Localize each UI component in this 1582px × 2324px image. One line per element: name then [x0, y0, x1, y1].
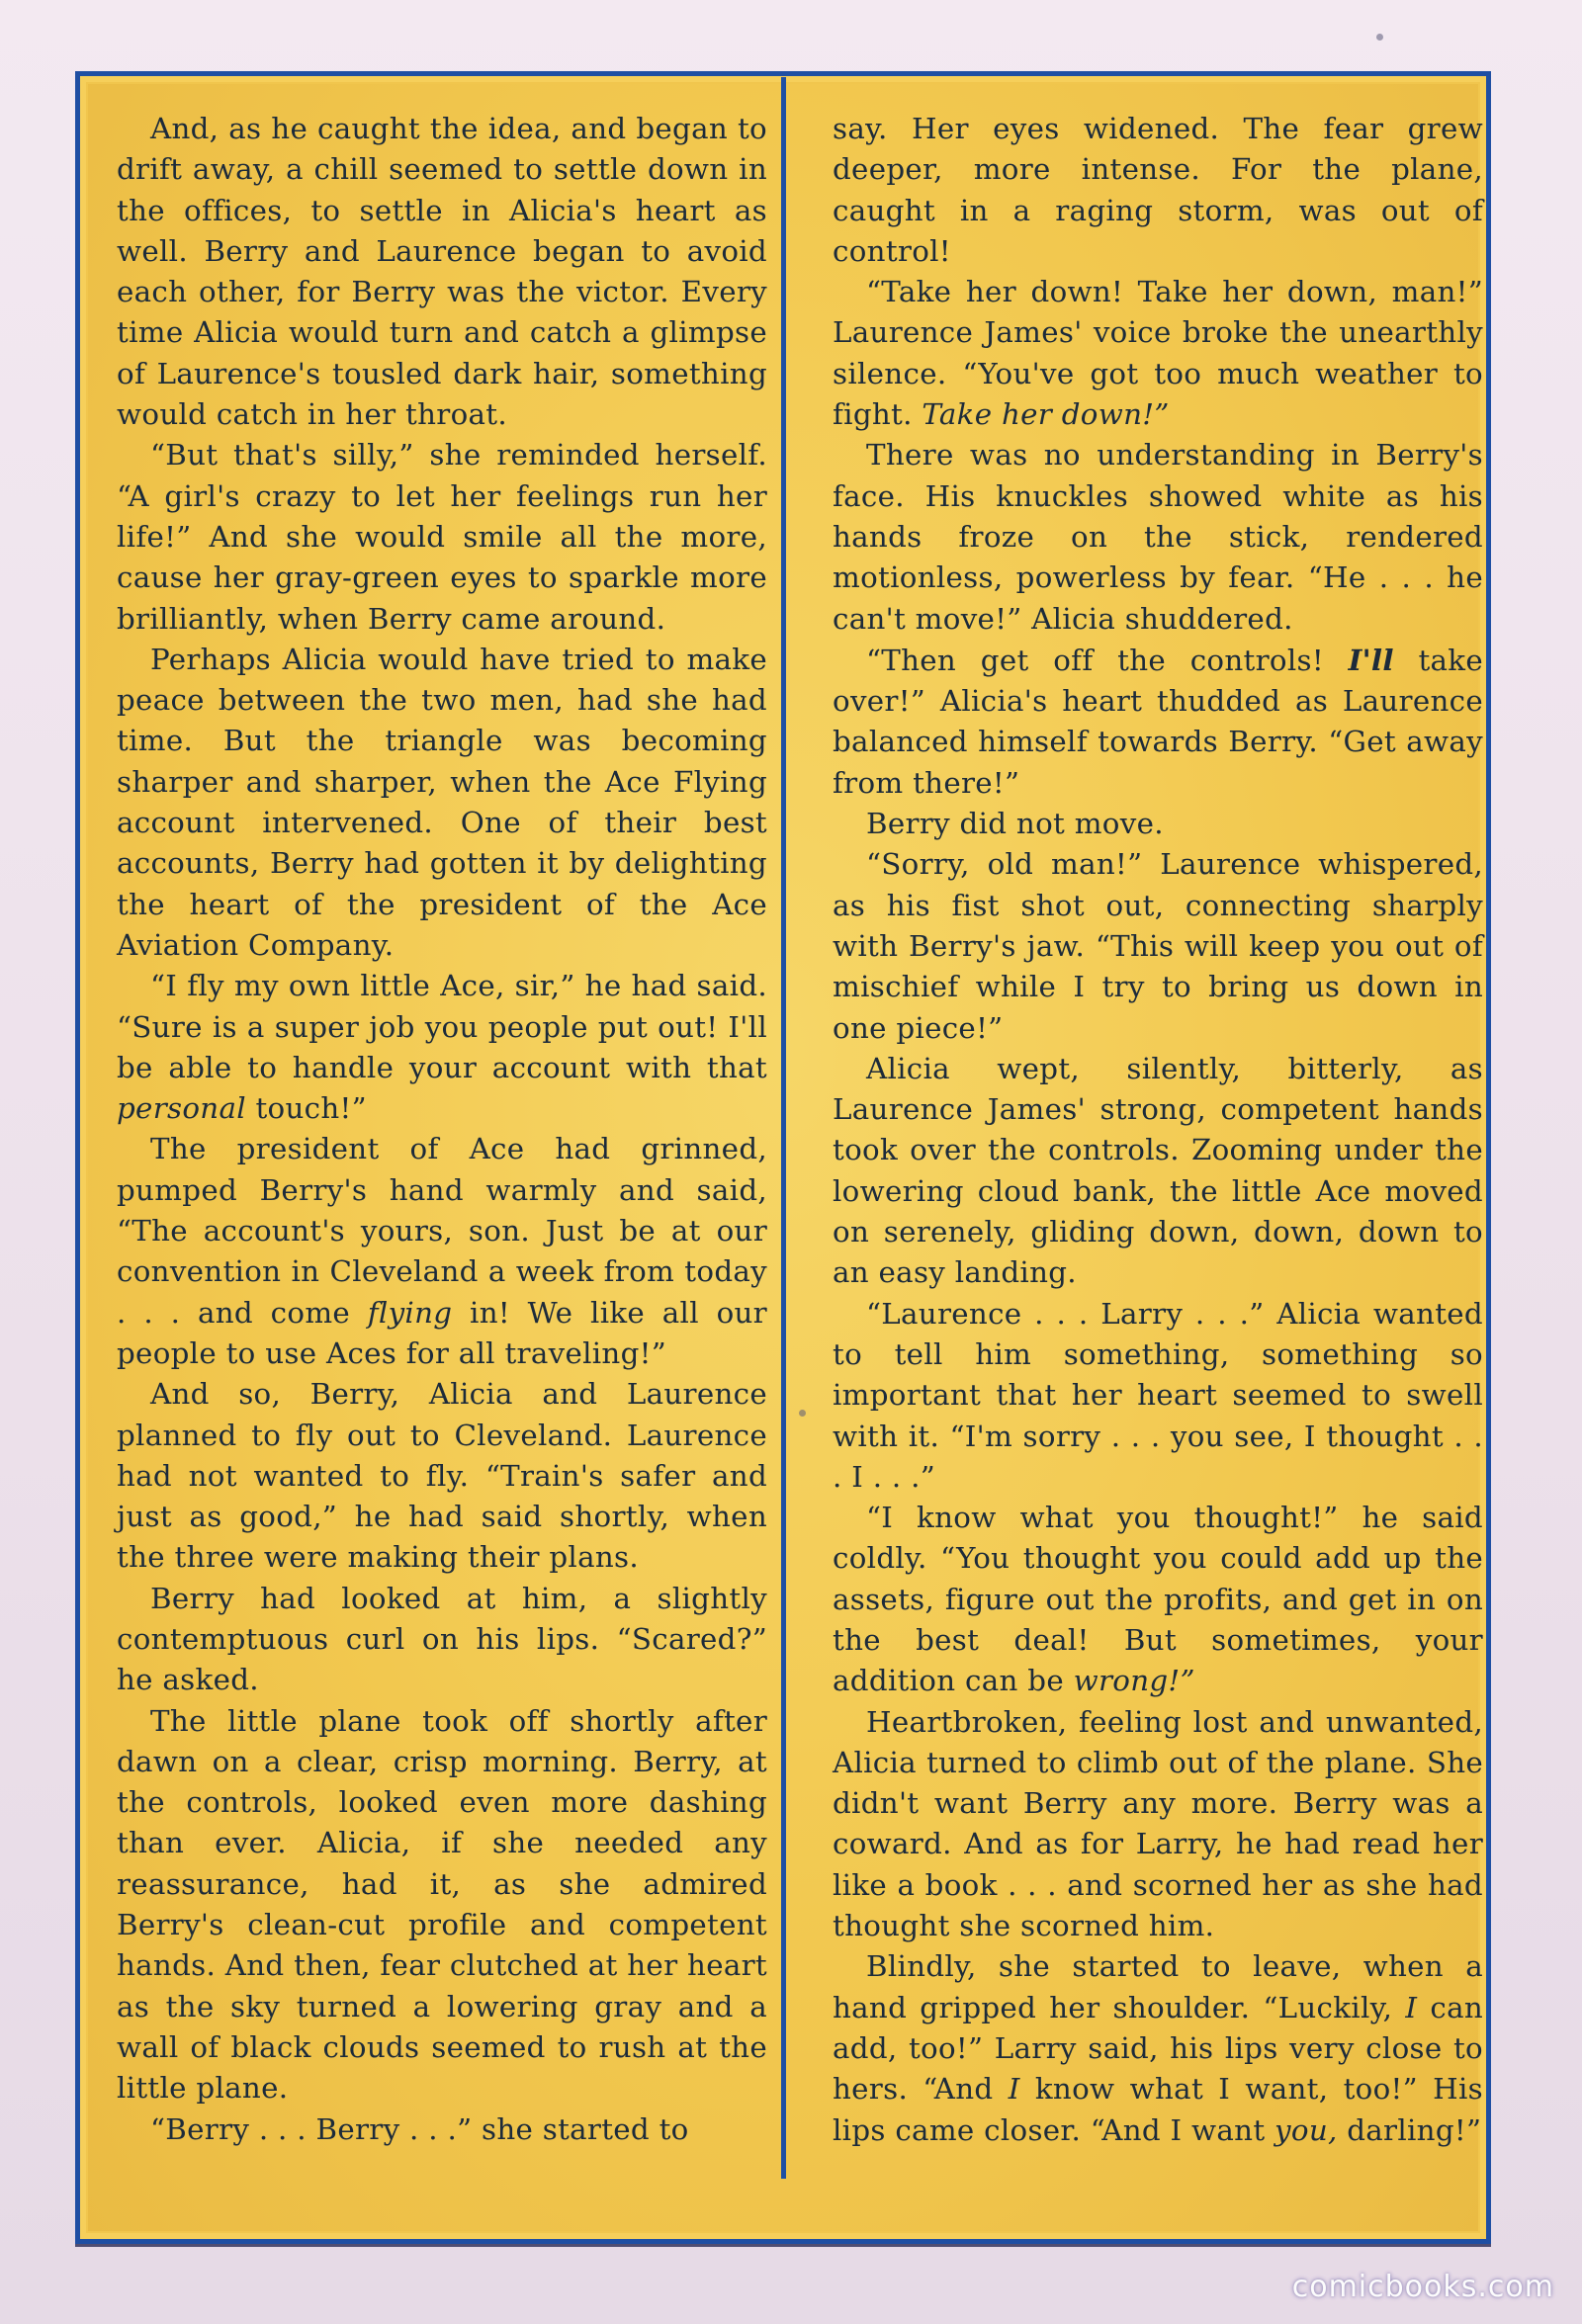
column-divider	[781, 77, 786, 2179]
emphasis: wrong!”	[1073, 1664, 1195, 1698]
bottom-rule	[75, 2244, 1491, 2247]
right-column	[833, 109, 1483, 2151]
text-run: “Then get off the controls!	[866, 643, 1349, 677]
emphasis: flying	[367, 1295, 453, 1330]
paragraph: The little plane took off shortly after dawn on a clear, crisp morning. Berry, at the controls, looked even more dashing than ever. Alicia, if she needed any reassurance, had it, as she admired Berry's clean-cut profile and competent hands. And then, fear clutched at her heart as the sky turned a lowering gray and a wall of black clouds seemed to rush at the little plane.	[117, 1703, 767, 2106]
emphasis: I'll	[1348, 642, 1394, 677]
text-run: Blindly, she started to leave, when a hand gripped her shoulder. “Luckily,	[833, 1949, 1483, 2024]
paragraph: Perhaps Alicia would have tried to make peace between the two men, had she had time. But the triangle was becoming sharper and sharper, when the Ace Flying account intervened. One of their best accounts, Berry had gotten it by delighting the heart of the president of the Ace Aviation Company.	[117, 642, 767, 962]
paragraph: say. Her eyes widened. The fear grew deeper, more intense. For the plane, caught in a raging storm, was out of control!	[833, 112, 1483, 268]
text-run: The president of Ace had grinned, pumped Berry's hand warmly and said, “The account's yours, son. Just be at our convention in Cleveland a week from today . . . and come	[117, 1132, 767, 1330]
paragraph	[117, 1129, 767, 1374]
paragraph	[117, 966, 767, 1129]
paragraph	[833, 1946, 1483, 2150]
text-run: darling!”	[1337, 2112, 1482, 2147]
print-speck	[1376, 34, 1383, 41]
paragraph: “Berry . . . Berry . . .” she started to	[150, 2111, 689, 2146]
text-run: take over!” Alicia's heart thudded as Laurence balanced himself towards Berry. “Get away from there!”	[833, 643, 1483, 800]
text-run: in! We like all our people to use Aces for all traveling!”	[117, 1295, 767, 1370]
paragraph	[833, 1498, 1483, 1701]
left-column	[117, 109, 767, 2150]
paragraph: “But that's silly,” she reminded herself. “A girl's crazy to let her feelings run her life!” And she would smile all the more, cause her gray-green eyes to sparkle more brilliantly, when Berry came around.	[117, 438, 767, 636]
paragraph: Heartbroken, feeling lost and unwanted, Alicia turned to climb out of the plane. She didn't want Berry any more. Berry was a coward. And as for Larry, he had read her like a book . . . and scorned her as she had thought she scorned him.	[833, 1704, 1483, 1943]
text-run: “I know what you thought!” he said coldly. “You thought you could add up the assets, figure out the profits, and get in on the best deal! But sometimes, your addition can be	[833, 1501, 1483, 1698]
emphasis: personal	[117, 1091, 246, 1126]
paragraph: “Sorry, old man!” Laurence whispered, as his fist shot out, connecting sharply with Berry's jaw. “This will keep you out of mischief while I try to bring us down in one piece!”	[833, 847, 1483, 1045]
paragraph	[833, 640, 1483, 804]
emphasis: you,	[1274, 2112, 1338, 2147]
paragraph: Berry had looked at him, a slightly contemptuous curl on his lips. “Scared?” he asked.	[117, 1581, 767, 1697]
paragraph: There was no understanding in Berry's face. His knuckles showed white as his hands froze on the stick, rendered motionless, powerless by fear. “He . . . he can't move!” Alicia shuddered.	[833, 438, 1483, 636]
emphasis: Take her down!”	[922, 397, 1170, 432]
text-run: can add, too!” Larry said, his lips very close to hers. “And	[833, 1990, 1484, 2107]
emphasis: I	[1008, 2072, 1020, 2107]
watermark: comicbooks.com	[1291, 2270, 1554, 2304]
print-speck	[799, 1410, 806, 1417]
emphasis: I	[1405, 1990, 1418, 2024]
text-run: “Take her down! Take her down, man!” Laurence James' voice broke the unearthly silence. “You've got too much weather to fight.	[833, 275, 1483, 432]
text-run: touch!”	[245, 1091, 367, 1126]
paragraph: And so, Berry, Alicia and Laurence planned to fly out to Cleveland. Laurence had not wanted to fly. “Train's safer and just as good,” he had said shortly, when the three were making their plans.	[117, 1377, 767, 1575]
paragraph: Berry did not move.	[866, 807, 1164, 841]
paragraph	[833, 272, 1483, 435]
text-run: know what I want, too!” His lips came closer. “And I want	[833, 2072, 1484, 2147]
paragraph: And, as he caught the idea, and began to drift away, a chill seemed to settle down in the offices, to settle in Alicia's heart as well. Berry and Laurence began to avoid each other, for Berry was the victor. Every time Alicia would turn and catch a glimpse of Laurence's tousled dark hair, something would catch in her throat.	[117, 112, 767, 432]
text-run: “I fly my own little Ace, sir,” he had said. “Sure is a super job you people put out! I'll be able to handle your account with that	[117, 969, 767, 1084]
paragraph: Alicia wept, silently, bitterly, as Laurence James' strong, competent hands took over the controls. Zooming under the lowering cloud bank, the little Ace moved on serenely, gliding down, down, down to an easy landing.	[833, 1051, 1483, 1290]
paragraph: “Laurence . . . Larry . . .” Alicia wanted to tell him something, something so important that her heart seemed to swell with it. “I'm sorry . . . you see, I thought . . . I . . .”	[833, 1296, 1483, 1494]
